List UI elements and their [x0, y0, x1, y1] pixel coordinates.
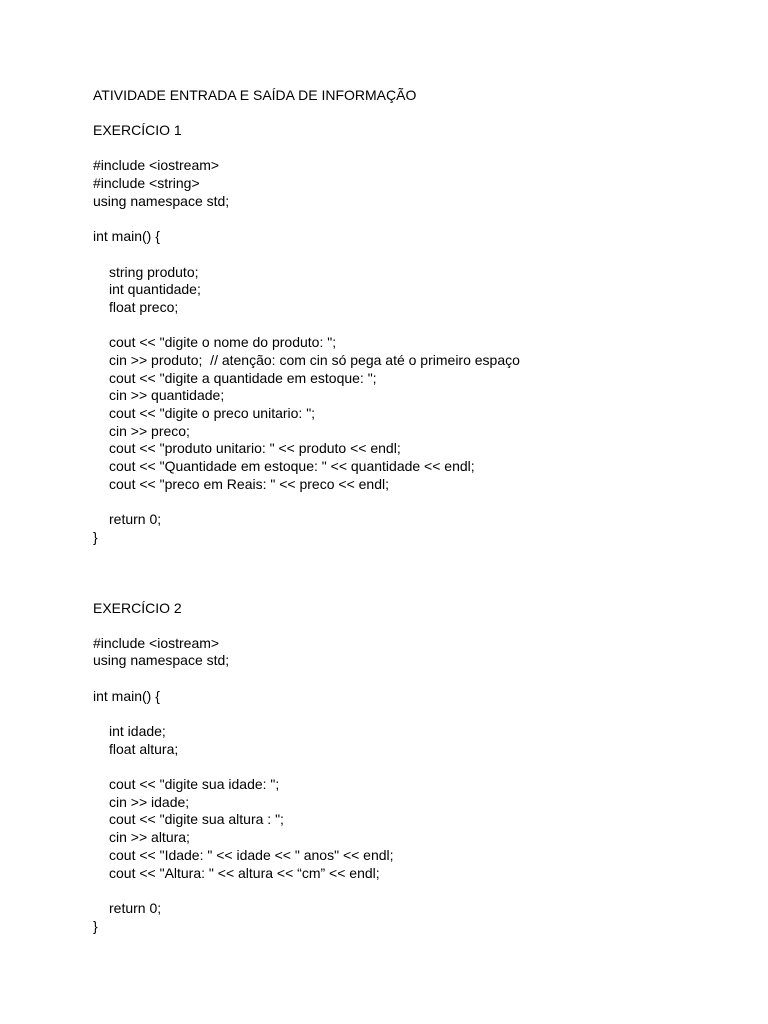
code-line: using namespace std;	[93, 652, 230, 668]
code-line: using namespace std;	[93, 193, 230, 209]
code-line: cin >> idade;	[109, 794, 190, 810]
code-line: cout << "digite o nome do produto: ";	[109, 334, 337, 350]
code-line: #include <iostream>	[93, 157, 220, 173]
code-line: return 0;	[109, 900, 162, 916]
code-line: cout << "preco em Reais: " << preco << endl;	[109, 476, 389, 492]
code-line: cin >> preco;	[109, 423, 190, 439]
code-line: }	[93, 918, 98, 934]
code-line: int main() {	[93, 228, 160, 244]
code-line: #include <iostream>	[93, 635, 220, 651]
code-line: string produto;	[109, 264, 199, 280]
code-line: int main() {	[93, 688, 160, 704]
code-line: }	[93, 529, 98, 545]
code-line: #include <string>	[93, 175, 200, 191]
code-line: cout << "digite sua idade: ";	[109, 776, 280, 792]
code-line: cout << "produto unitario: " << produto << endl;	[109, 440, 401, 456]
code-line: cout << "Idade: " << idade << " anos" << endl;	[109, 847, 394, 863]
code-line: cin >> produto; // atenção: com cin só pega até o primeiro espaço	[109, 352, 520, 368]
code-line: cin >> altura;	[109, 829, 190, 845]
code-line: cout << "digite sua altura : ";	[109, 811, 284, 827]
code-line: cout << "digite o preco unitario: ";	[109, 405, 316, 421]
code-line: cout << "Altura: " << altura << “cm” << endl;	[109, 865, 380, 881]
code-line: cin >> quantidade;	[109, 387, 225, 403]
code-line: int quantidade;	[109, 281, 201, 297]
exercise-heading: EXERCÍCIO 1	[93, 122, 182, 138]
code-line: float altura;	[109, 741, 179, 757]
code-line: int idade;	[109, 723, 166, 739]
code-line: return 0;	[109, 511, 162, 527]
document-title: ATIVIDADE ENTRADA E SAÍDA DE INFORMAÇÃO	[93, 87, 417, 103]
code-line: cout << "digite a quantidade em estoque: ";	[109, 370, 377, 386]
code-line: cout << "Quantidade em estoque: " << quantidade << endl;	[109, 458, 475, 474]
code-line: float preco;	[109, 299, 179, 315]
exercise-heading: EXERCÍCIO 2	[93, 600, 182, 616]
